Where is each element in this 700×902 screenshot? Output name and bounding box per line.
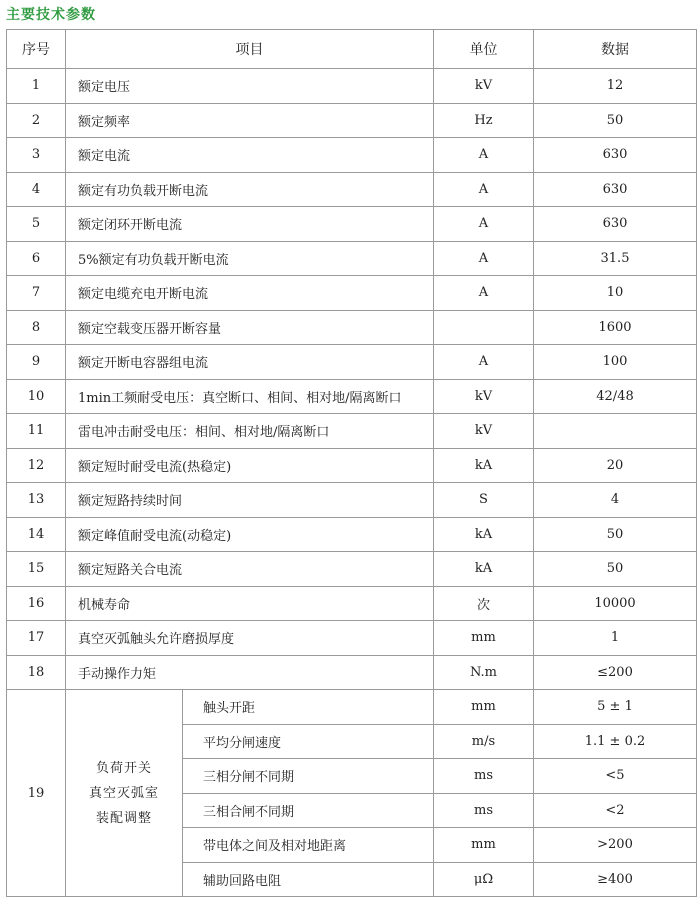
row-unit: mm	[434, 621, 534, 656]
row-unit: A	[434, 345, 534, 380]
row-number: 6	[7, 241, 66, 276]
table-row	[7, 172, 697, 207]
row-number: 5	[7, 207, 66, 242]
table-row	[7, 69, 697, 104]
row-value: 1600	[534, 310, 697, 345]
group-item: 三相合闸不同期	[183, 793, 434, 828]
group-unit: mm	[434, 690, 534, 725]
row-value: 10000	[534, 586, 697, 621]
row-value: 630	[534, 172, 697, 207]
row-unit: kV	[434, 379, 534, 414]
row-item: 额定短路关合电流	[66, 552, 434, 587]
table-row	[7, 621, 697, 656]
row-item: 机械寿命	[66, 586, 434, 621]
row-item: 雷电冲击耐受电压：相间、相对地/隔离断口	[66, 414, 434, 449]
row-number: 1	[7, 69, 66, 104]
row-item: 额定空载变压器开断容量	[66, 310, 434, 345]
row-value: 42/48	[534, 379, 697, 414]
row-item: 手动操作力矩	[66, 655, 434, 690]
group-item: 带电体之间及相对地距离	[183, 828, 434, 863]
row-value	[534, 414, 697, 449]
row-value: 12	[534, 69, 697, 104]
row-item: 额定开断电容器组电流	[66, 345, 434, 380]
row-unit: A	[434, 241, 534, 276]
header-no: 序号	[7, 30, 66, 69]
header-unit: 单位	[434, 30, 534, 69]
row-value: 100	[534, 345, 697, 380]
row-number: 7	[7, 276, 66, 311]
table-row	[7, 448, 697, 483]
group-unit: mm	[434, 828, 534, 863]
table-header-row	[7, 30, 697, 69]
row-unit: A	[434, 138, 534, 173]
group-unit: ms	[434, 759, 534, 794]
row-number: 13	[7, 483, 66, 518]
row-number: 17	[7, 621, 66, 656]
table-row	[7, 138, 697, 173]
row-number: 12	[7, 448, 66, 483]
row-item: 5%额定有功负载开断电流	[66, 241, 434, 276]
row-unit: S	[434, 483, 534, 518]
row-unit: kA	[434, 517, 534, 552]
group-item: 触头开距	[183, 690, 434, 725]
row-unit: A	[434, 276, 534, 311]
row-number: 14	[7, 517, 66, 552]
row-number: 9	[7, 345, 66, 380]
row-item: 额定电流	[66, 138, 434, 173]
group-number: 19	[7, 690, 66, 897]
row-item: 额定短时耐受电流(热稳定)	[66, 448, 434, 483]
row-value: 630	[534, 207, 697, 242]
row-value: 10	[534, 276, 697, 311]
group-unit: m/s	[434, 724, 534, 759]
row-value: ≤200	[534, 655, 697, 690]
row-value: 50	[534, 552, 697, 587]
row-unit: kA	[434, 448, 534, 483]
group-item: 三相分闸不同期	[183, 759, 434, 794]
row-number: 11	[7, 414, 66, 449]
row-value: 4	[534, 483, 697, 518]
header-item: 项目	[66, 30, 434, 69]
row-unit: A	[434, 172, 534, 207]
row-item: 额定电缆充电开断电流	[66, 276, 434, 311]
row-number: 10	[7, 379, 66, 414]
group-label-line: 装配调整	[95, 810, 152, 826]
row-item: 额定有功负载开断电流	[66, 172, 434, 207]
row-value: 50	[534, 517, 697, 552]
group-label	[66, 690, 183, 897]
table-row	[7, 103, 697, 138]
table-row	[7, 207, 697, 242]
table-body	[7, 69, 697, 897]
table-row	[7, 241, 697, 276]
table-row	[7, 276, 697, 311]
header-value: 数据	[534, 30, 697, 69]
group-unit: ms	[434, 793, 534, 828]
row-item: 1min工频耐受电压：真空断口、相间、相对地/隔离断口	[66, 379, 434, 414]
row-value: 20	[534, 448, 697, 483]
row-unit: A	[434, 207, 534, 242]
row-number: 3	[7, 138, 66, 173]
row-number: 8	[7, 310, 66, 345]
table-row	[7, 483, 697, 518]
page-title: 主要技术参数	[6, 7, 96, 23]
group-unit: μΩ	[434, 862, 534, 897]
group-label-line: 负荷开关	[95, 760, 152, 776]
row-value: 1	[534, 621, 697, 656]
group-value: ≥400	[534, 862, 697, 897]
row-unit: kV	[434, 414, 534, 449]
group-label-line: 真空灭弧室	[88, 785, 159, 801]
row-value: 630	[534, 138, 697, 173]
row-unit	[434, 310, 534, 345]
table-row	[7, 690, 697, 725]
group-value: 5 ± 1	[534, 690, 697, 725]
row-unit: N.m	[434, 655, 534, 690]
row-value: 50	[534, 103, 697, 138]
row-item: 额定频率	[66, 103, 434, 138]
group-item: 辅助回路电阻	[183, 862, 434, 897]
spec-table	[6, 29, 697, 897]
group-item: 平均分闸速度	[183, 724, 434, 759]
row-number: 2	[7, 103, 66, 138]
row-number: 4	[7, 172, 66, 207]
table-row	[7, 586, 697, 621]
row-item: 真空灭弧触头允许磨损厚度	[66, 621, 434, 656]
group-value: >200	[534, 828, 697, 863]
row-number: 16	[7, 586, 66, 621]
group-value: 1.1 ± 0.2	[534, 724, 697, 759]
table-row	[7, 310, 697, 345]
row-item: 额定峰值耐受电流(动稳定)	[66, 517, 434, 552]
row-unit: kA	[434, 552, 534, 587]
row-item: 额定短路持续时间	[66, 483, 434, 518]
group-value: <2	[534, 793, 697, 828]
table-row	[7, 345, 697, 380]
group-value: <5	[534, 759, 697, 794]
row-number: 15	[7, 552, 66, 587]
table-row	[7, 655, 697, 690]
row-value: 31.5	[534, 241, 697, 276]
row-item: 额定电压	[66, 69, 434, 104]
row-unit: Hz	[434, 103, 534, 138]
row-unit: 次	[434, 586, 534, 621]
table-row	[7, 379, 697, 414]
row-unit: kV	[434, 69, 534, 104]
table-row	[7, 414, 697, 449]
table-row	[7, 517, 697, 552]
row-number: 18	[7, 655, 66, 690]
table-row	[7, 552, 697, 587]
row-item: 额定闭环开断电流	[66, 207, 434, 242]
